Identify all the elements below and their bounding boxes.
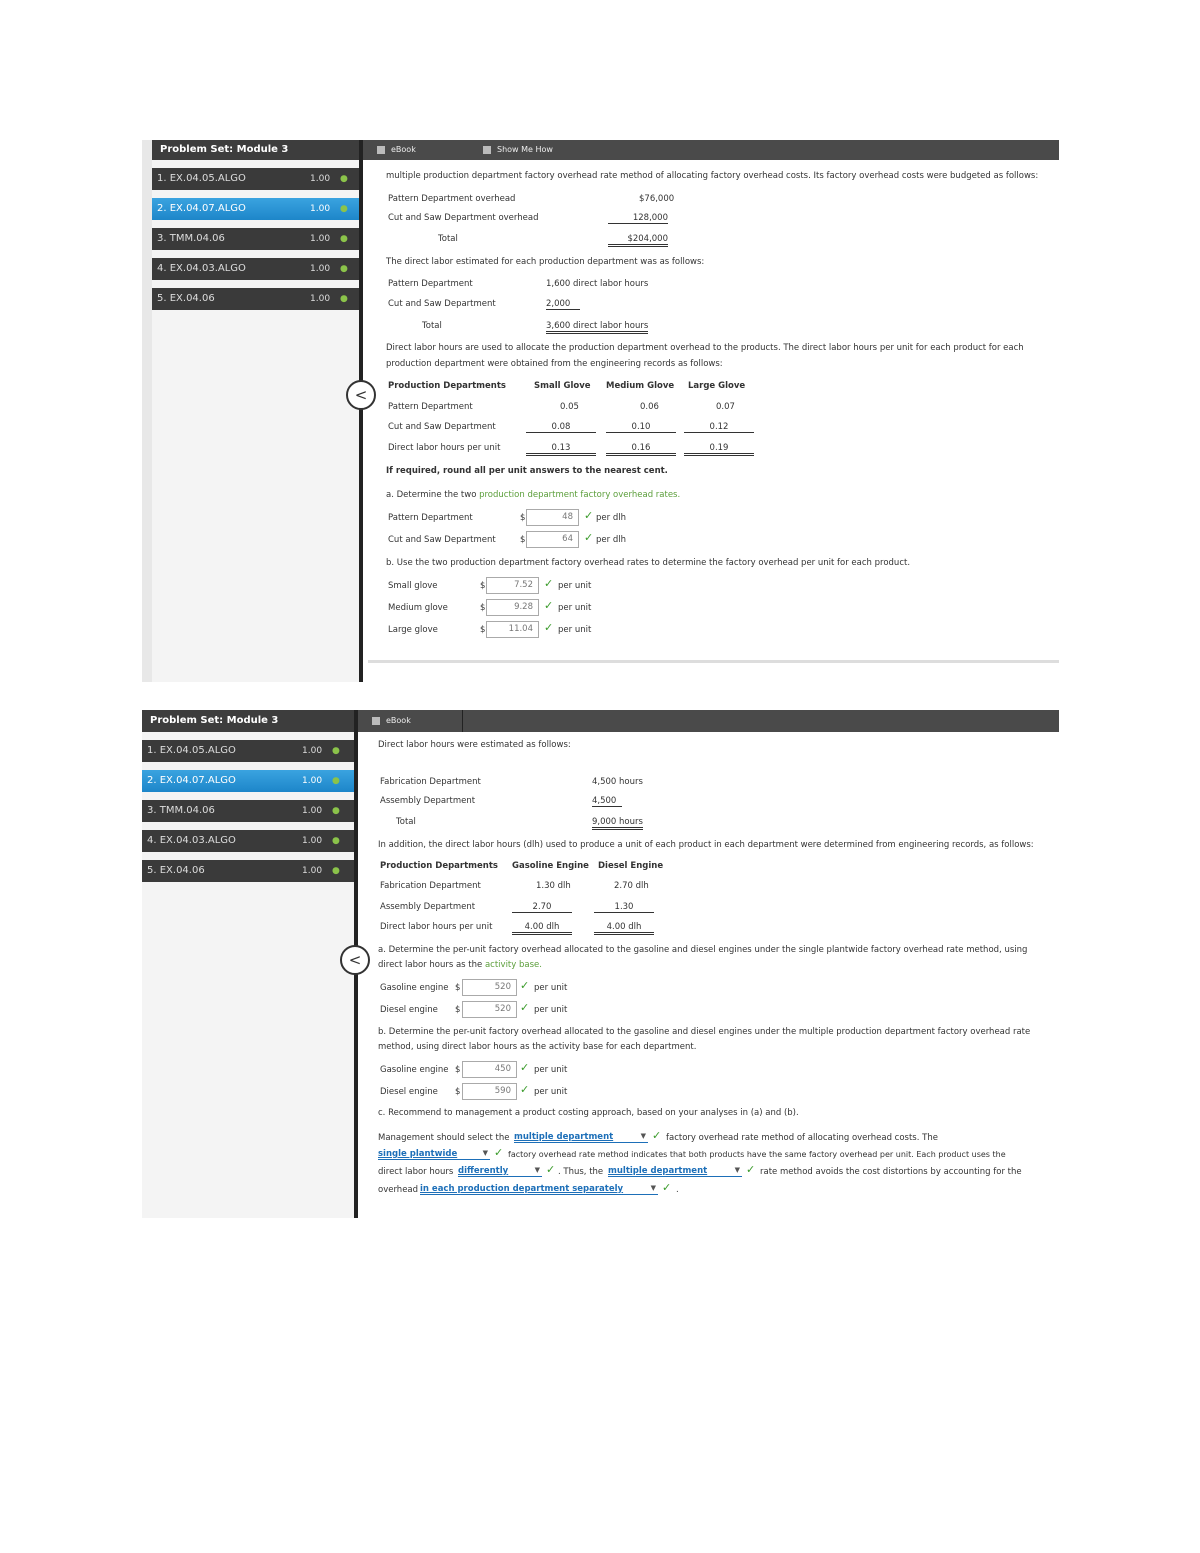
method-select-2[interactable] (378, 1149, 490, 1160)
toolbar (358, 710, 1059, 732)
table-cell: 0.19 (684, 443, 754, 456)
alloc-text: Direct labor hours are used to allocate the production department overhead to the products. The direct labor hours per unit for each product for each (386, 343, 1024, 353)
method-select-3[interactable] (608, 1166, 742, 1177)
select-value: multiple department (608, 1166, 708, 1176)
dlh-total: 3,600 direct labor hours (546, 321, 648, 334)
table-cell: 2.70 dlh (614, 881, 649, 891)
table-cell: 0.06 (640, 402, 659, 412)
currency: $ (455, 1065, 461, 1075)
dropdown-arrow-icon: ▼ (734, 1166, 740, 1174)
check-icon: ✓ (520, 1001, 530, 1014)
ebook-label: eBook (391, 145, 416, 154)
rate-label: Cut and Saw Department (388, 535, 496, 545)
table-cell: Cut and Saw Department (388, 422, 496, 432)
dlh-label: Total (422, 321, 442, 331)
dropdown-arrow-icon: ▼ (534, 1166, 540, 1174)
nav-item-2[interactable] (142, 770, 354, 792)
nav-item-score: 1.00 (302, 746, 323, 756)
table-cell: Fabrication Department (380, 881, 481, 891)
table-cell: 0.16 (606, 443, 676, 456)
part-a-prompt: a. Determine the per-unit factory overhead allocated to the gasoline and diesel engines under the single plantwide factory overhead rate method, using (378, 945, 1028, 955)
check-icon: ✓ (544, 599, 554, 612)
gasoline-single-input[interactable]: 520 (462, 979, 517, 996)
status-dot-icon: ● (332, 866, 340, 876)
glossary-link[interactable]: activity base. (484, 960, 542, 970)
nav-item-4[interactable] (152, 258, 359, 280)
engine-label: Gasoline engine (380, 983, 449, 993)
hours-value: 4,500 (592, 796, 622, 807)
addition-text: In addition, the direct labor hours (dlh) used to produce a unit of each product in each department were determined from engineering records, as follows: (378, 840, 1034, 850)
currency: $ (455, 983, 461, 993)
rec-text: direct labor hours (378, 1167, 454, 1177)
currency: $ (520, 535, 526, 545)
currency: $ (480, 581, 486, 591)
intro-text: Direct labor hours were estimated as follows: (378, 740, 571, 750)
check-icon: ✓ (662, 1181, 672, 1194)
table-cell: 0.07 (716, 402, 735, 412)
part-b-prompt-2: method, using direct labor hours as the activity base for each department. (378, 1042, 697, 1052)
nav-item-1[interactable] (152, 168, 359, 190)
nav-item-label: 1. EX.04.05.ALGO (157, 173, 246, 184)
engine-label: Diesel engine (380, 1087, 438, 1097)
dlh-label: Pattern Department (388, 279, 473, 289)
product-label: Medium glove (388, 603, 448, 613)
currency: $ (480, 603, 486, 613)
show-me-how-label: Show Me How (497, 145, 553, 154)
dlh-intro: The direct labor estimated for each production department was as follows: (386, 257, 705, 267)
table-cell: 2.70 (512, 902, 572, 913)
table-header: Production Departments (388, 381, 506, 391)
cut-saw-rate-input[interactable]: 64 (526, 531, 579, 548)
table-header: Gasoline Engine (512, 861, 589, 871)
unit-label: per dlh (596, 535, 626, 545)
unit-label: per unit (558, 603, 592, 613)
unit-label: per unit (534, 1065, 568, 1075)
check-icon: ✓ (520, 979, 530, 992)
rec-text: overhead (378, 1185, 419, 1195)
check-icon: ✓ (544, 577, 554, 590)
check-icon: ✓ (746, 1163, 756, 1176)
product-label: Small glove (388, 581, 438, 591)
nav-item-label: 4. EX.04.03.ALGO (147, 835, 236, 846)
rec-text: . Thus, the (558, 1167, 604, 1177)
hours-label: Fabrication Department (380, 777, 481, 787)
overhead-label: Cut and Saw Department overhead (388, 213, 539, 223)
table-cell: Assembly Department (380, 902, 476, 912)
book-icon (377, 146, 385, 154)
overhead-value: $76,000 (639, 194, 675, 204)
table-cell: 1.30 (594, 902, 654, 913)
engine-label: Diesel engine (380, 1005, 438, 1015)
medium-glove-input[interactable]: 9.28 (486, 599, 539, 616)
nav-item-label: 5. EX.04.06 (147, 865, 205, 876)
table-cell: Direct labor hours per unit (388, 443, 501, 453)
method-select-1[interactable] (514, 1132, 648, 1143)
glossary-link[interactable]: production department factory overhead rates. (479, 490, 681, 500)
play-icon (483, 146, 491, 154)
dlh-value: 1,600 direct labor hours (546, 279, 649, 289)
engine-label: Gasoline engine (380, 1065, 449, 1075)
rec-text: factory overhead rate method indicates that both products have the same factory overhead per unit. Each product uses the (508, 1150, 1006, 1159)
check-icon: ✓ (520, 1061, 530, 1074)
overhead-label: Pattern Department overhead (388, 194, 516, 204)
check-icon: ✓ (544, 621, 554, 634)
product-label: Large glove (388, 625, 438, 635)
select-value: multiple department (514, 1132, 614, 1142)
dlh-value: 2,000 (546, 299, 580, 310)
collapse-sidebar-button[interactable] (340, 945, 370, 975)
toolbar (363, 140, 1059, 160)
status-dot-icon: ● (332, 776, 340, 786)
table-cell: 0.13 (526, 443, 596, 456)
rec-text: factory overhead rate method of allocating overhead costs. The (666, 1133, 938, 1143)
divider (368, 660, 1059, 663)
rec-text: Management should select the (378, 1133, 510, 1143)
rate-label: Pattern Department (388, 513, 473, 523)
part-c-prompt: c. Recommend to management a product costing approach, based on your analyses in (a) and (b). (378, 1108, 799, 1118)
table-header: Production Departments (380, 861, 498, 871)
part-a-text: a. Determine the two (386, 490, 480, 500)
round-note: If required, round all per unit answers to the nearest cent. (386, 466, 668, 476)
table-cell: 1.30 dlh (536, 881, 571, 891)
status-dot-icon: ● (340, 174, 348, 184)
nav-item-5[interactable] (152, 288, 359, 310)
nav-item-label: 3. TMM.04.06 (157, 233, 225, 244)
nav-item-label: 5. EX.04.06 (157, 293, 215, 304)
dropdown-arrow-icon: ▼ (650, 1184, 656, 1192)
overhead-total: $204,000 (608, 234, 668, 247)
nav-item-label: 2. EX.04.07.ALGO (157, 203, 246, 214)
hours-value: 4,500 hours (592, 777, 643, 787)
diesel-multiple-input[interactable]: 590 (462, 1083, 517, 1100)
diesel-single-input[interactable]: 520 (462, 1001, 517, 1018)
hours-total: 9,000 hours (592, 817, 643, 830)
ebook-button[interactable] (364, 710, 463, 732)
sidebar-title: Problem Set: Module 3 (142, 710, 354, 732)
table-cell: 4.00 dlh (512, 922, 572, 935)
check-icon: ✓ (494, 1146, 504, 1159)
select-value: single plantwide (378, 1149, 458, 1159)
status-dot-icon: ● (332, 746, 340, 756)
nav-item-1[interactable] (142, 740, 354, 762)
nav-item-3[interactable] (152, 228, 359, 250)
large-glove-input[interactable]: 11.04 (486, 621, 539, 638)
chevron-left-icon: < (348, 951, 362, 969)
alloc-text: production department were obtained from the engineering records as follows: (386, 359, 723, 369)
table-cell: 0.05 (560, 402, 579, 412)
nav-item-label: 2. EX.04.07.ALGO (147, 775, 236, 786)
part-a-prompt (386, 490, 680, 500)
nav-item-score: 1.00 (302, 866, 323, 876)
sidebar (142, 710, 358, 1218)
table-cell: Direct labor hours per unit (380, 922, 493, 932)
currency: $ (480, 625, 486, 635)
table-cell: 0.08 (526, 422, 596, 433)
status-dot-icon: ● (340, 234, 348, 244)
check-icon: ✓ (652, 1129, 662, 1142)
nav-item-score: 1.00 (302, 776, 323, 786)
table-header: Medium Glove (606, 381, 675, 391)
unit-label: per dlh (596, 513, 626, 523)
status-dot-icon: ● (340, 294, 348, 304)
intro-text: multiple production department factory overhead rate method of allocating factory overhead costs. Its factory overhead costs were budgeted as follows: (386, 171, 1039, 181)
pattern-rate-input[interactable]: 48 (526, 509, 579, 526)
table-cell: 0.10 (606, 422, 676, 433)
nav-item-3[interactable] (142, 800, 354, 822)
nav-item-score: 1.00 (310, 234, 331, 244)
select-value: differently (458, 1166, 509, 1176)
unit-label: per unit (558, 581, 592, 591)
nav-item-label: 1. EX.04.05.ALGO (147, 745, 236, 756)
dropdown-arrow-icon: ▼ (640, 1132, 646, 1140)
hours-label: Assembly Department (380, 796, 476, 806)
rec-text: rate method avoids the cost distortions by accounting for the (760, 1167, 1022, 1177)
screenshot-2 (142, 710, 1059, 1218)
overhead-label: Total (438, 234, 458, 244)
part-b-prompt: b. Determine the per-unit factory overhead allocated to the gasoline and diesel engines under the multiple production department factory overhead rate (378, 1027, 1031, 1037)
rec-text: . (676, 1185, 679, 1195)
hours-label: Total (396, 817, 416, 827)
nav-item-label: 4. EX.04.03.ALGO (157, 263, 246, 274)
nav-item-label: 3. TMM.04.06 (147, 805, 215, 816)
table-cell: Pattern Department (388, 402, 473, 412)
table-header: Small Glove (534, 381, 591, 391)
dropdown-arrow-icon: ▼ (482, 1149, 488, 1157)
status-dot-icon: ● (340, 264, 348, 274)
currency: $ (520, 513, 526, 523)
unit-label: per unit (534, 1005, 568, 1015)
nav-item-2[interactable] (152, 198, 359, 220)
nav-item-score: 1.00 (302, 836, 323, 846)
check-icon: ✓ (546, 1163, 556, 1176)
part-a-text: direct labor hours as the (378, 960, 485, 970)
small-glove-input[interactable]: 7.52 (486, 577, 539, 594)
usage-select[interactable] (458, 1166, 542, 1177)
table-header: Diesel Engine (598, 861, 664, 871)
unit-label: per unit (534, 1087, 568, 1097)
status-dot-icon: ● (332, 836, 340, 846)
show-me-how-button[interactable] (475, 140, 553, 160)
ebook-button[interactable] (369, 140, 416, 160)
nav-item-4[interactable] (142, 830, 354, 852)
nav-item-score: 1.00 (310, 174, 331, 184)
chevron-left-icon: < (354, 386, 368, 404)
screenshot-1 (142, 140, 1059, 682)
table-cell: 0.12 (684, 422, 754, 433)
nav-item-score: 1.00 (310, 294, 331, 304)
sidebar-title: Problem Set: Module 3 (152, 140, 359, 160)
nav-item-score: 1.00 (310, 264, 331, 274)
select-value: in each production department separately (420, 1184, 624, 1194)
part-a-prompt-2 (378, 960, 542, 970)
table-header: Large Glove (688, 381, 746, 391)
unit-label: per unit (558, 625, 592, 635)
gasoline-multiple-input[interactable]: 450 (462, 1061, 517, 1078)
table-cell: 4.00 dlh (594, 922, 654, 935)
nav-item-score: 1.00 (310, 204, 331, 214)
sidebar (142, 140, 363, 682)
currency: $ (455, 1087, 461, 1097)
dlh-label: Cut and Saw Department (388, 299, 496, 309)
check-icon: ✓ (584, 531, 594, 544)
part-b-prompt: b. Use the two production department factory overhead rates to determine the factory overhead per unit for each product. (386, 558, 911, 568)
currency: $ (455, 1005, 461, 1015)
nav-item-score: 1.00 (302, 806, 323, 816)
book-icon (372, 717, 380, 725)
nav-item-5[interactable] (142, 860, 354, 882)
allocation-select[interactable] (420, 1184, 658, 1195)
unit-label: per unit (534, 983, 568, 993)
ebook-label: eBook (386, 716, 411, 725)
status-dot-icon: ● (340, 204, 348, 214)
check-icon: ✓ (584, 509, 594, 522)
overhead-value: 128,000 (608, 213, 668, 224)
collapse-sidebar-button[interactable] (346, 380, 376, 410)
status-dot-icon: ● (332, 806, 340, 816)
check-icon: ✓ (520, 1083, 530, 1096)
